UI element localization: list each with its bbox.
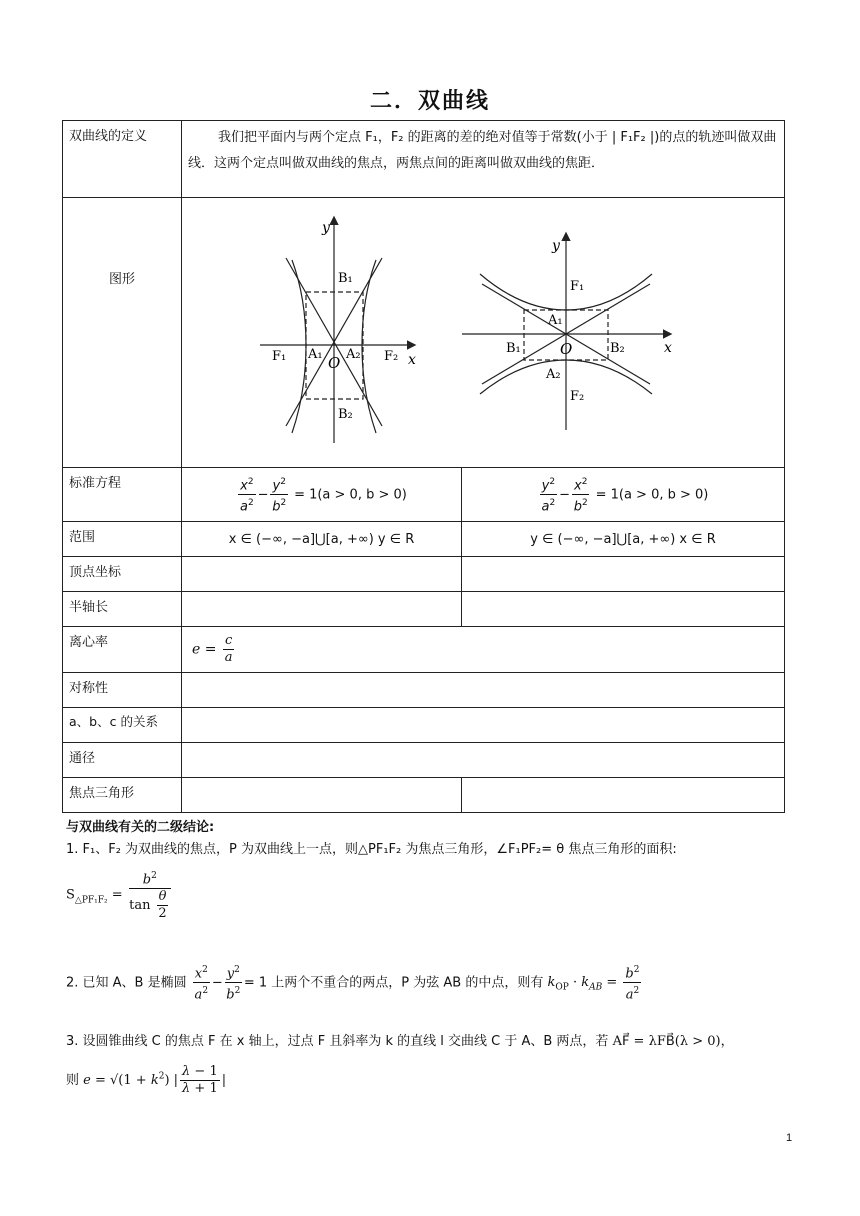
fig1-b1-label: B₁ <box>338 271 353 286</box>
figure-vertical-hyperbola <box>462 234 670 430</box>
note-3: 3. 设圆锥曲线 C 的焦点 F 在 x 轴上，过点 F 且斜率为 k 的直线 l 交曲线 C 于 A、B 两点，若 AF⃗ = λFB⃗(λ > 0)， <box>66 1034 734 1049</box>
fig1-b2-label: B₂ <box>338 407 353 422</box>
fig2-f1-label: F₁ <box>570 279 585 294</box>
fig1-y-axis-label: y <box>322 220 330 236</box>
fig2-b2-label: B₂ <box>610 341 625 356</box>
note-1: 1. F₁、F₂ 为双曲线的焦点，P 为双曲线上一点，则△PF₁F₂ 为焦点三角形，∠F₁PF₂= θ 焦点三角形的面积: <box>66 842 677 857</box>
row-label-standard-equation: 标准方程 <box>63 468 182 522</box>
fig2-origin-label: O <box>560 340 573 358</box>
semi-axis-horizontal-cell <box>182 592 462 627</box>
fig1-f1-label: F₁ <box>272 349 287 364</box>
row-label-symmetry: 对称性 <box>63 673 182 708</box>
note-3-formula: 则 $e = √(1 + k^2)$ | $\frac{\lambda - 1}{\lambda + 1}$ | <box>66 1064 227 1096</box>
fig1-a1-label: A₁ <box>308 347 323 362</box>
range-vertical: y ∈ (−∞, −a]⋃[a, +∞) x ∈ R <box>462 522 785 557</box>
page-title: 二．双曲线 <box>369 89 490 114</box>
page-number: 1 <box>786 1132 793 1144</box>
fig1-x-axis-label: x <box>408 352 416 368</box>
definition-text: 我们把平面内与两个定点 F₁，F₂ 的距离的差的绝对值等于常数(小于 | F₁F₂ |)的点的轨迹叫做双曲线．这两个定点叫做双曲线的焦点，两焦点间的距离叫做双曲线的焦距． <box>182 121 785 198</box>
latus-rectum-cell <box>182 743 785 778</box>
abc-relation-cell <box>182 708 785 743</box>
semi-axis-vertical-cell <box>462 592 785 627</box>
fig2-a1-label: A₁ <box>548 313 563 328</box>
row-label-eccentricity: 离心率 <box>63 627 182 673</box>
row-label-semi-axis: 半轴长 <box>63 592 182 627</box>
hyperbola-table <box>62 120 785 813</box>
focal-triangle-horizontal-cell <box>182 778 462 813</box>
symmetry-cell <box>182 673 785 708</box>
figure-label: 图形 <box>63 198 182 468</box>
row-label-range: 范围 <box>63 522 182 557</box>
hyperbola-figures <box>182 198 784 466</box>
figure-cell <box>182 198 785 468</box>
equation-vertical: $\frac{y^2}{a^2}$ − $\frac{x^2}{b^2}$ = 1(a > 0, b > 0) <box>462 468 785 522</box>
notes-heading: 与双曲线有关的二级结论: <box>66 820 215 835</box>
fig1-a2-label: A₂ <box>346 347 361 362</box>
fig1-f2-label: F₂ <box>384 349 399 364</box>
vertex-vertical-cell <box>462 557 785 592</box>
fig2-x-axis-label: x <box>664 340 672 356</box>
equation-horizontal: $\frac{x^2}{a^2}$ − $\frac{y^2}{b^2}$ = 1(a > 0, b > 0) <box>182 468 462 522</box>
note-1-formula: $S_{\triangle PF_1F_2}$ = $b^2$ tan $\frac{\theta}{2}$ <box>66 868 796 922</box>
fig2-b1-label: B₁ <box>506 341 521 356</box>
eccentricity-formula: e = $\frac{c}{a}$ <box>182 627 785 673</box>
focal-triangle-vertical-cell <box>462 778 785 813</box>
row-label-abc-relation: a、b、c 的关系 <box>63 708 182 743</box>
fig2-a2-label: A₂ <box>546 367 561 382</box>
fig1-origin-label: O <box>328 354 341 372</box>
note-2: 2. 已知 A、B 是椭圆 $\frac{x^2}{a^2}$ − $\frac{y^2}{b^2}$ = 1 上两个不重合的两点，P 为弦 AB 的中点，则有 $k_{OP} \cdot k_{AB}$ = $\frac{b^2}{a^2}$ <box>66 962 796 1004</box>
definition-label: 双曲线的定义 <box>63 121 182 198</box>
figure-horizontal-hyperbola <box>260 218 414 443</box>
row-label-vertex: 顶点坐标 <box>63 557 182 592</box>
row-label-focal-triangle: 焦点三角形 <box>63 778 182 813</box>
range-horizontal: x ∈ (−∞, −a]⋃[a, +∞) y ∈ R <box>182 522 462 557</box>
fig2-y-axis-label: y <box>552 238 560 254</box>
row-label-latus-rectum: 通径 <box>63 743 182 778</box>
fig2-f2-label: F₂ <box>570 389 585 404</box>
vertex-horizontal-cell <box>182 557 462 592</box>
